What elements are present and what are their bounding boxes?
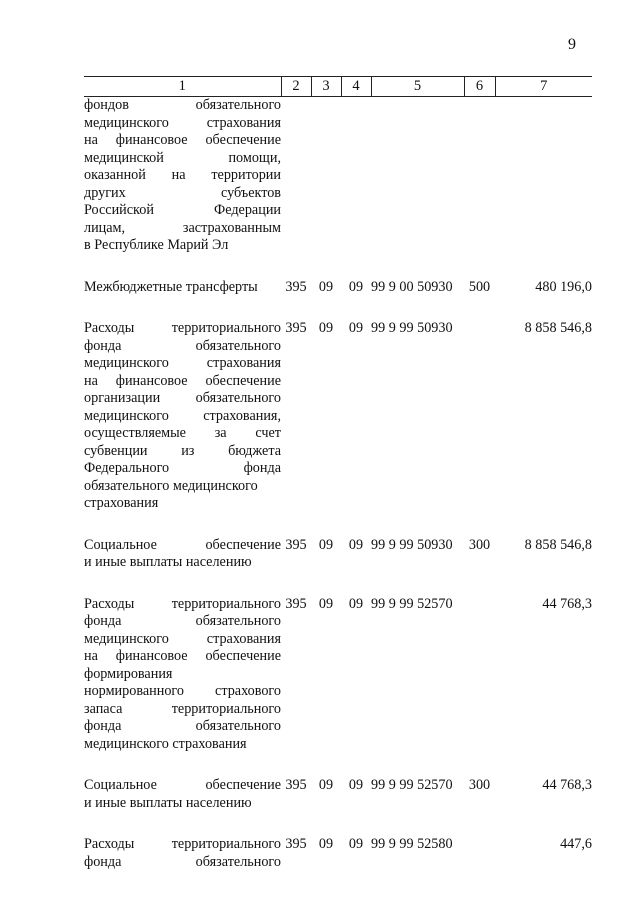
admin-code-cell: 395 bbox=[285, 836, 307, 852]
expense-name-line: Расходы территориального bbox=[84, 836, 281, 852]
expense-name-line: нормированного страхового bbox=[84, 683, 281, 699]
expense-name-line: медицинской помощи, bbox=[84, 149, 281, 166]
table-row bbox=[84, 320, 592, 513]
target-article-cell: 99 9 00 50930 bbox=[371, 278, 453, 295]
expense-name-line: фондов обязательного bbox=[84, 97, 281, 113]
expense-name-line: медицинского страхования bbox=[84, 114, 281, 131]
page-number: 9 bbox=[568, 36, 576, 53]
target-article-cell: 99 9 99 50930 bbox=[371, 320, 453, 336]
expense-name-line: и иные выплаты населению bbox=[84, 554, 252, 570]
section-cell: 09 bbox=[318, 536, 334, 553]
row-spacer bbox=[84, 812, 592, 836]
amount-cell: 44 768,3 bbox=[542, 777, 592, 793]
amount-cell: 8 858 546,8 bbox=[524, 536, 592, 553]
row-spacer bbox=[84, 255, 592, 279]
col-header-4: 4 bbox=[341, 77, 371, 97]
row-spacer bbox=[84, 296, 592, 320]
expense-name-cell bbox=[84, 537, 281, 572]
expense-name-cell bbox=[84, 97, 281, 255]
expense-name-line: осуществляемые за счет bbox=[84, 425, 281, 441]
expense-name-line: лицам, застрахованным bbox=[84, 219, 281, 236]
section-cell: 09 bbox=[318, 278, 334, 295]
expense-name-cell bbox=[84, 320, 281, 513]
col-header-1: 1 bbox=[84, 77, 281, 97]
expense-type-cell bbox=[464, 320, 495, 513]
expense-name-line: Социальное обеспечение bbox=[84, 777, 281, 793]
expense-name-cell bbox=[84, 279, 281, 297]
expense-name-line: на финансовое обеспечение bbox=[84, 648, 281, 664]
row-spacer bbox=[84, 513, 592, 537]
section-cell bbox=[311, 97, 341, 255]
table-row bbox=[84, 836, 592, 871]
subsection-cell bbox=[341, 97, 371, 255]
col-header-3: 3 bbox=[311, 77, 341, 97]
expense-name-line: организации обязательного bbox=[84, 390, 281, 406]
amount-cell bbox=[495, 97, 592, 255]
expense-type-cell: 300 bbox=[468, 777, 491, 793]
admin-code-cell: 395 bbox=[285, 320, 307, 336]
expense-name-line: Межбюджетные трансферты bbox=[84, 278, 258, 295]
expense-name-line: в Республике Марий Эл bbox=[84, 237, 229, 253]
admin-code-cell: 395 bbox=[285, 536, 307, 553]
expense-name-line: медицинского страхования bbox=[84, 355, 281, 371]
expense-name-line: медицинского страхования, bbox=[84, 407, 281, 424]
subsection-cell: 09 bbox=[348, 595, 364, 612]
section-cell: 09 bbox=[318, 836, 334, 852]
row-spacer bbox=[84, 572, 592, 596]
expense-type-cell bbox=[464, 97, 495, 255]
expense-name-line: медицинского страхования bbox=[84, 630, 281, 647]
row-spacer bbox=[84, 753, 592, 777]
expense-name-line: на финансовое обеспечение bbox=[84, 372, 281, 389]
expense-name-line: фонда обязательного bbox=[84, 718, 281, 734]
expense-name-line: фонда обязательного bbox=[84, 337, 281, 354]
section-cell: 09 bbox=[318, 320, 334, 336]
subsection-cell: 09 bbox=[348, 536, 364, 553]
expense-name-paragraph bbox=[84, 836, 281, 871]
expense-name-line: субвенции из бюджета bbox=[84, 442, 281, 459]
expense-name-line: фонда обязательного bbox=[84, 613, 281, 629]
target-article-cell: 99 9 99 52570 bbox=[371, 595, 453, 612]
target-article-cell bbox=[371, 97, 464, 255]
table-row bbox=[84, 777, 592, 812]
expense-type-cell bbox=[464, 596, 495, 754]
col-header-6: 6 bbox=[464, 77, 495, 97]
col-header-5: 5 bbox=[371, 77, 464, 97]
column-number-header bbox=[84, 77, 592, 97]
subsection-cell: 09 bbox=[348, 320, 364, 336]
expense-type-cell: 300 bbox=[468, 536, 491, 553]
expense-name-paragraph bbox=[84, 596, 281, 684]
expense-name-line: на финансовое обеспечение bbox=[84, 132, 281, 148]
subsection-cell: 09 bbox=[348, 777, 364, 793]
expense-name-line: других субъектов bbox=[84, 184, 281, 201]
admin-code-cell: 395 bbox=[285, 777, 307, 793]
section-cell: 09 bbox=[318, 777, 334, 793]
target-article-cell: 99 9 99 50930 bbox=[371, 536, 453, 553]
col-header-2: 2 bbox=[281, 77, 311, 97]
expense-name-cell bbox=[84, 777, 281, 812]
expense-name-line: запаса территориального bbox=[84, 700, 281, 717]
section-cell: 09 bbox=[318, 595, 334, 612]
amount-cell: 8 858 546,8 bbox=[524, 320, 592, 336]
subsection-cell: 09 bbox=[348, 836, 364, 852]
expense-name-paragraph bbox=[84, 320, 281, 513]
table-row bbox=[84, 537, 592, 572]
expense-name-paragraph bbox=[84, 777, 281, 812]
subsection-cell: 09 bbox=[348, 278, 364, 295]
amount-cell: 447,6 bbox=[560, 836, 592, 852]
admin-code-cell: 395 bbox=[285, 278, 307, 295]
expense-type-cell: 500 bbox=[468, 278, 491, 295]
budget-table bbox=[84, 76, 592, 871]
col-header-7: 7 bbox=[495, 77, 592, 97]
expense-name-paragraph bbox=[84, 97, 281, 255]
expense-name-line: медицинского страхования bbox=[84, 735, 247, 752]
target-article-cell: 99 9 99 52570 bbox=[371, 777, 453, 793]
expense-name-line: формирования bbox=[84, 665, 173, 682]
expense-name-paragraph bbox=[84, 537, 281, 572]
expense-name-line: Российской Федерации bbox=[84, 202, 281, 218]
expense-name-line: Расходы территориального bbox=[84, 595, 281, 612]
expense-name-line: обязательного медицинского страхования bbox=[84, 477, 258, 511]
expense-name-paragraph bbox=[84, 279, 281, 297]
expense-name-line: Федерального фонда bbox=[84, 460, 281, 476]
amount-cell: 480 196,0 bbox=[535, 278, 592, 295]
expense-name-line: и иные выплаты населению bbox=[84, 794, 252, 811]
expense-name-line: Расходы территориального bbox=[84, 320, 281, 336]
target-article-cell: 99 9 99 52580 bbox=[371, 836, 453, 852]
expense-name-paragraph bbox=[84, 683, 281, 753]
table-row bbox=[84, 97, 592, 255]
amount-cell: 44 768,3 bbox=[542, 595, 592, 612]
expense-type-cell bbox=[464, 836, 495, 871]
table-row bbox=[84, 596, 592, 754]
expense-name-cell bbox=[84, 596, 281, 754]
expense-name-cell bbox=[84, 836, 281, 871]
expense-name-line: фонда обязательного bbox=[84, 853, 281, 870]
table-row bbox=[84, 279, 592, 297]
expense-name-line: оказанной на территории bbox=[84, 167, 281, 183]
admin-code-cell: 395 bbox=[285, 595, 307, 612]
admin-code-cell bbox=[281, 97, 311, 255]
expense-name-line: Социальное обеспечение bbox=[84, 536, 281, 553]
